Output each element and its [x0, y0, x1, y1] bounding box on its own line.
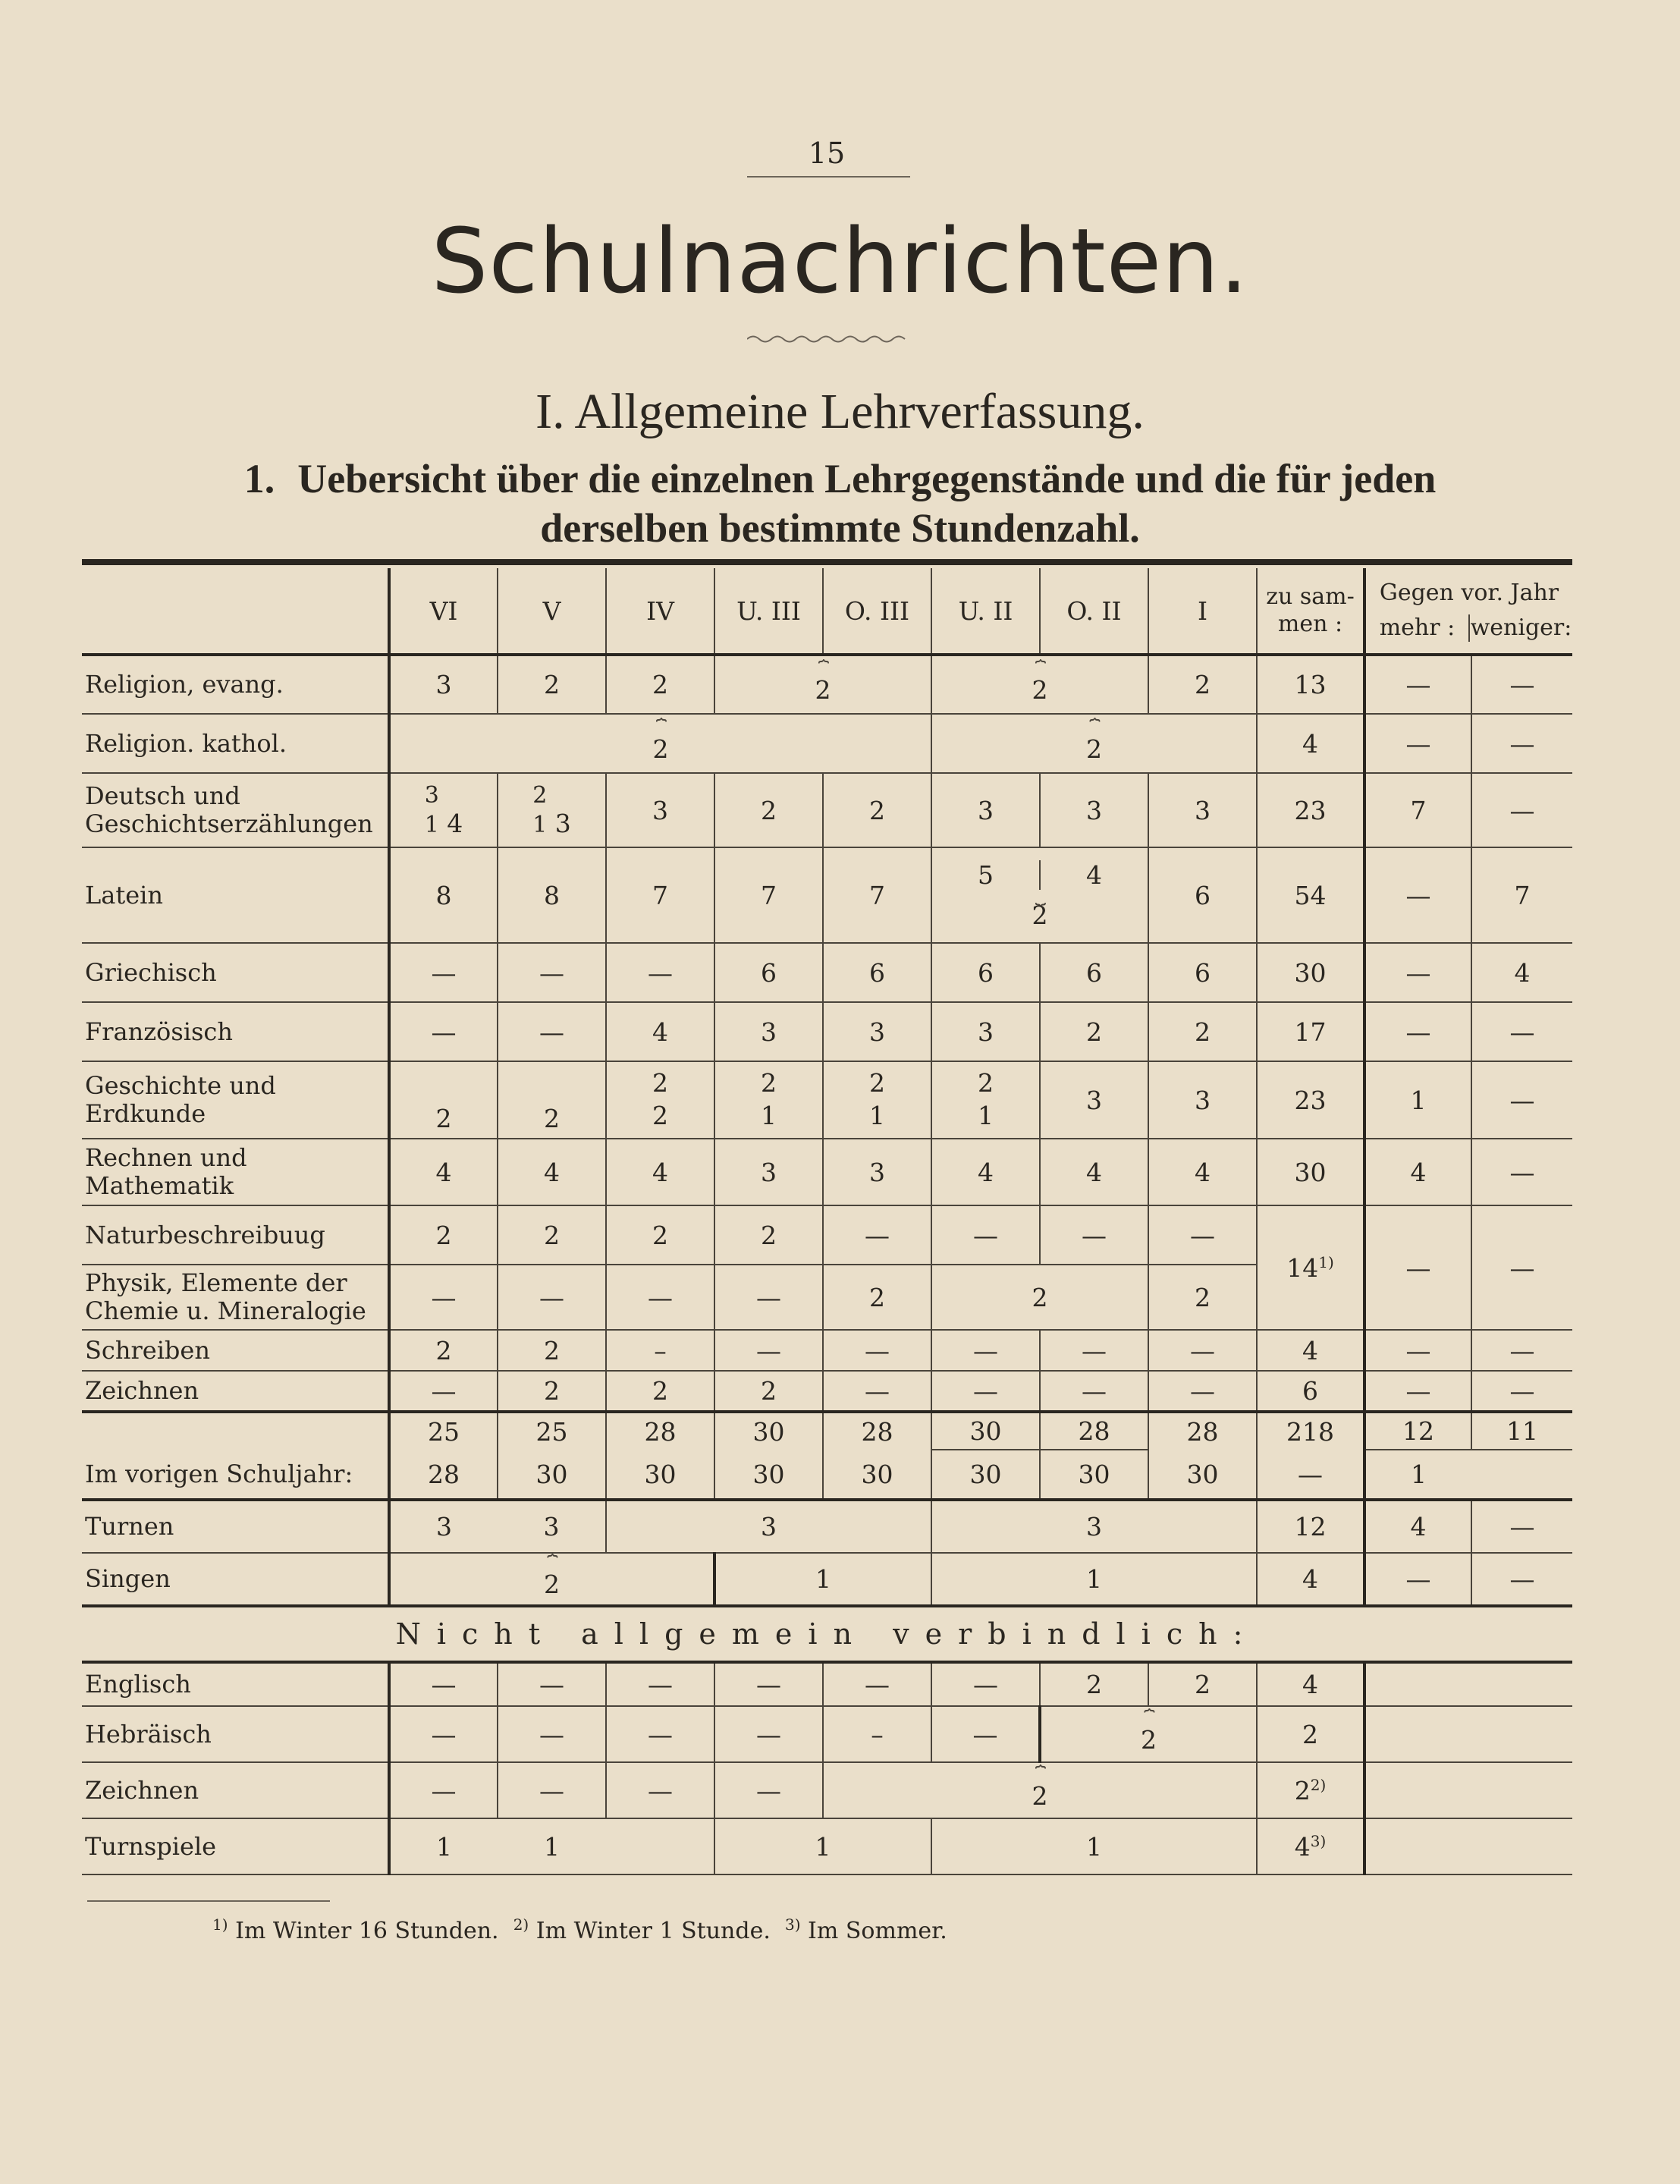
row-turnen [82, 1500, 1572, 1553]
cell: 1 [389, 1818, 498, 1874]
cell: 3 [1148, 1061, 1257, 1139]
cell: 2 [1040, 1002, 1148, 1061]
cell-mehr: — [1364, 1205, 1471, 1330]
cell: – [606, 1330, 714, 1371]
cell-total: 23 [1257, 1061, 1364, 1139]
label: Naturbeschreibuug [85, 1220, 325, 1249]
cell: 1 [544, 1831, 560, 1862]
cell: 3 [823, 1139, 931, 1205]
label: Latein [85, 880, 163, 910]
page-number: 15 [808, 137, 846, 170]
cell: — [498, 1662, 606, 1706]
cell-total: 4$^{3)}$ [1257, 1818, 1364, 1874]
label-blank [82, 1412, 389, 1450]
cell-merged: ⏞ 2 [389, 1553, 714, 1606]
cell: — [931, 1371, 1040, 1412]
cell: — [498, 943, 606, 1002]
cell: 4 [389, 1139, 498, 1205]
brace-icon: ⏞ [547, 1553, 557, 1575]
cell: 28 [823, 1412, 931, 1450]
cell-mehr: 4 [1364, 1139, 1471, 1205]
cell: 30 [1040, 1450, 1148, 1500]
header-u2: U. II [931, 568, 1040, 655]
cell: — [606, 1662, 714, 1706]
cell: 2 [389, 1061, 498, 1139]
cell-mehr: — [1364, 943, 1471, 1002]
label: Physik, Elemente der Chemie u. Mineralogie [85, 1268, 366, 1325]
row-religion-kathol [82, 714, 1572, 773]
header-v: V [498, 568, 606, 655]
cell: 2 [1148, 1265, 1257, 1330]
cell: 6 [1148, 943, 1257, 1002]
brace-icon: ⏟ [1035, 884, 1045, 906]
cell: 3 [1040, 1061, 1148, 1139]
label: Rechnen und Mathematik [85, 1143, 247, 1200]
cell: 25 [389, 1412, 498, 1450]
footnotes: $^{1)}$ Im Winter 16 Stunden. $^{2)}$ Im Winter 1 Stunde. $^{3)}$ Im Sommer. [212, 1915, 947, 1944]
cell: 4 [1040, 1139, 1148, 1205]
cell: 2 [1040, 1662, 1148, 1706]
cell-mehr: 1 [1364, 1061, 1471, 1139]
cell-mehr: — [1364, 1002, 1471, 1061]
cell: — [389, 1662, 498, 1706]
cell-mehr: — [1364, 1553, 1471, 1606]
cell-merged: ⏞ 2 [931, 655, 1148, 714]
cell-weniger: 7 [1471, 847, 1572, 943]
cell: 30 [931, 1450, 1040, 1500]
label: Griechisch [85, 957, 217, 987]
cell: — [1040, 1330, 1148, 1371]
cell-merged: 3 [606, 1500, 931, 1553]
cell-weniger: — [1471, 1205, 1572, 1330]
cell: 2 [389, 1330, 498, 1371]
row-schreiben [82, 1330, 1572, 1371]
cell-merged: ⏞ 2 [931, 714, 1257, 773]
brace-icon: ⏞ [655, 718, 666, 740]
label: Zeichnen [85, 1775, 199, 1805]
title-ornament [747, 334, 910, 344]
cell-total: 4 [1257, 1553, 1364, 1606]
cell: — [389, 1706, 498, 1762]
cell: 6 [1040, 943, 1148, 1002]
cell: 2 [823, 1265, 931, 1330]
label: Deutsch und Geschichtserzählungen [85, 781, 373, 838]
cell-weniger: — [1471, 1553, 1572, 1606]
cell: 3 1 4 [389, 773, 498, 847]
cell-total: 13 [1257, 655, 1364, 714]
cell-mehr: — [1364, 1330, 1471, 1371]
cell: 2 [498, 1371, 606, 1412]
cell-weniger: — [1471, 1139, 1572, 1205]
cell: — [714, 1330, 823, 1371]
cell-mehr: — [1364, 1371, 1471, 1412]
header-o3: O. III [823, 568, 931, 655]
cell: — [931, 1662, 1040, 1706]
cell-merged: 1 [931, 1818, 1257, 1874]
cell-merged: 1 [714, 1818, 931, 1874]
cell: 2 [498, 1205, 606, 1265]
row-hebraeisch [82, 1706, 1572, 1762]
header-gegen: Gegen vor. Jahr [1379, 580, 1559, 606]
cell: — [1040, 1205, 1148, 1265]
label: Hebräisch [85, 1719, 212, 1749]
cell: — [389, 943, 498, 1002]
cell-total: 6 [1257, 1371, 1364, 1412]
cell-total-combined: 14$^{1)}$ [1257, 1205, 1364, 1330]
cell: — [714, 1265, 823, 1330]
row-englisch [82, 1662, 1572, 1706]
footnote-2: Im Winter 1 Stunde. [535, 1918, 771, 1944]
cell: 4 [498, 1139, 606, 1205]
cell: — [498, 1762, 606, 1818]
cell: 6 [931, 943, 1040, 1002]
cell: 30 [931, 1412, 1040, 1450]
cell: — [389, 1371, 498, 1412]
row-zeichnen [82, 1371, 1572, 1412]
cell-total: 23 [1257, 773, 1364, 847]
row-griechisch [82, 943, 1572, 1002]
cell-merged: ⏞ 2 [1040, 1706, 1257, 1762]
row-summe [82, 1412, 1572, 1450]
footnote-3: Im Sommer. [808, 1918, 947, 1944]
subtitle-text-1: Uebersicht über die einzelnen Lehrgegenstände und die für jeden [297, 456, 1437, 501]
cell: 3 [389, 655, 498, 714]
cell: 2 [389, 1205, 498, 1265]
cell: — [823, 1205, 931, 1265]
row-latein [82, 847, 1572, 943]
cell: 3 [714, 1002, 823, 1061]
cell-total: — [1257, 1450, 1364, 1500]
cell: 2 1 [931, 1061, 1040, 1139]
row-vorjahr [82, 1450, 1572, 1500]
cell: 2 2 [606, 1061, 714, 1139]
header-gegen-vorjahr [1364, 568, 1572, 655]
cell: 2 [1148, 1002, 1257, 1061]
cell: — [714, 1706, 823, 1762]
cell: 2 1 3 [498, 773, 606, 847]
cell-weniger: — [1471, 1330, 1572, 1371]
cell: 2 [606, 1371, 714, 1412]
cell: — [1148, 1371, 1257, 1412]
cell-weniger: — [1471, 773, 1572, 847]
cell: 30 [823, 1450, 931, 1500]
cell: — [931, 1205, 1040, 1265]
cell-total: 17 [1257, 1002, 1364, 1061]
cell: 2 [498, 655, 606, 714]
cell-empty [606, 1818, 714, 1874]
cell: 2 1 [823, 1061, 931, 1139]
cell-mehr: 4 [1364, 1500, 1471, 1553]
header-u3: U. III [714, 568, 823, 655]
cell: 6 [714, 943, 823, 1002]
label: Französisch [85, 1017, 233, 1046]
cell: — [823, 1371, 931, 1412]
cell: 4 [931, 1139, 1040, 1205]
cell-mehr: 12 [1364, 1412, 1471, 1450]
brace-icon: ⏞ [1144, 1708, 1154, 1730]
cell: — [1040, 1371, 1148, 1412]
label: Zeichnen [85, 1376, 199, 1406]
cell: – [823, 1706, 931, 1762]
cell: — [714, 1662, 823, 1706]
cell: 7 [823, 847, 931, 943]
header-vi: VI [389, 568, 498, 655]
cell-mehr: — [1364, 847, 1471, 943]
cell: 7 [606, 847, 714, 943]
cell-total: 54 [1257, 847, 1364, 943]
label: Singen [85, 1564, 171, 1594]
cell: 25 [498, 1412, 606, 1450]
row-naturbeschreibung [82, 1205, 1572, 1265]
cell: 28 [1040, 1412, 1148, 1450]
header-mehr: mehr : [1379, 614, 1455, 641]
cell: 30 [498, 1450, 606, 1500]
cell-weniger: 4 [1471, 943, 1572, 1002]
cell: — [498, 1706, 606, 1762]
cell-empty [1471, 1450, 1572, 1500]
label: Im vorigen Schuljahr: [85, 1459, 353, 1488]
cell-weniger: — [1471, 1500, 1572, 1553]
cell: 4 [606, 1139, 714, 1205]
cell: 3 [1148, 773, 1257, 847]
cell: 30 [714, 1450, 823, 1500]
subtitle-number: 1. [243, 456, 275, 501]
nicht-allgemein-heading: Nicht allgemein verbindlich: [395, 1617, 1259, 1651]
lesson-table [82, 568, 1572, 1875]
table-top-rule [82, 559, 1572, 565]
cell: 4 [606, 1002, 714, 1061]
brace-icon: ⏞ [1035, 658, 1045, 680]
cell-merged: 2 [931, 1265, 1148, 1330]
header-row [82, 568, 1572, 655]
cell: — [606, 1265, 714, 1330]
cell-empty [1364, 1818, 1572, 1874]
cell-total: 30 [1257, 943, 1364, 1002]
cell-weniger: — [1471, 1061, 1572, 1139]
cell-weniger: — [1471, 714, 1572, 773]
footnote-rule [87, 1900, 330, 1902]
cell-total: 4 [1257, 714, 1364, 773]
brace-icon: ⏞ [1089, 718, 1099, 740]
cell: 3 [823, 1002, 931, 1061]
cell: 7 [714, 847, 823, 943]
row-deutsch [82, 773, 1572, 847]
cell: 4 [1148, 1139, 1257, 1205]
header-weniger: weniger: [1468, 614, 1572, 642]
row-franzoesisch [82, 1002, 1572, 1061]
cell: 2 1 [714, 1061, 823, 1139]
cell: — [606, 943, 714, 1002]
row-nicht-allgemein [82, 1606, 1572, 1662]
label: Religion, evang. [85, 670, 284, 699]
row-geschichte [82, 1061, 1572, 1139]
cell-merged: ⏞ 2 [714, 655, 931, 714]
label: Schreiben [85, 1335, 210, 1365]
label: Religion. kathol. [85, 728, 287, 758]
cell: — [931, 1330, 1040, 1371]
cell: 30 [606, 1450, 714, 1500]
cell: — [1148, 1205, 1257, 1265]
cell-total: 4 [1257, 1330, 1364, 1371]
lesson-table-wrapper [82, 559, 1572, 1875]
cell-merged: 5 4 ⏟ 2 [931, 847, 1148, 943]
cell: — [1148, 1330, 1257, 1371]
cell: 2 [498, 1330, 606, 1371]
header-iv: IV [606, 568, 714, 655]
cell: — [714, 1762, 823, 1818]
cell-merged: 1 [931, 1553, 1257, 1606]
cell-total: 4 [1257, 1662, 1364, 1706]
cell: — [823, 1330, 931, 1371]
label: Englisch [85, 1670, 191, 1699]
cell: 3 [1040, 773, 1148, 847]
cell: 28 [1148, 1412, 1257, 1450]
cell: — [389, 1762, 498, 1818]
cell: 28 [389, 1450, 498, 1500]
cell: 2 [714, 1205, 823, 1265]
header-o2: O. II [1040, 568, 1148, 655]
cell: — [389, 1002, 498, 1061]
cell: 2 [606, 655, 714, 714]
cell: 3 [931, 1002, 1040, 1061]
cell: — [606, 1762, 714, 1818]
cell: — [498, 1002, 606, 1061]
cell: 6 [1148, 847, 1257, 943]
cell-empty [1364, 1706, 1572, 1762]
cell-total: 2 [1257, 1706, 1364, 1762]
page-number-rule [747, 176, 910, 178]
header-zusammen: zu sam- men : [1257, 568, 1364, 655]
cell-mehr: 7 [1364, 773, 1471, 847]
cell-total: 2$^{2)}$ [1257, 1762, 1364, 1818]
cell-merged: ⏞ 2 [823, 1762, 1257, 1818]
cell: 3 [606, 773, 714, 847]
header-blank [82, 568, 389, 655]
cell: 6 [823, 943, 931, 1002]
row-rechnen [82, 1139, 1572, 1205]
cell: 8 [389, 847, 498, 943]
cell: 3 [931, 773, 1040, 847]
cell-merged: 1 [714, 1553, 931, 1606]
row-turnspiele [82, 1818, 1572, 1874]
brace-icon: ⏞ [818, 658, 828, 680]
cell-merged: 3 [931, 1500, 1257, 1553]
cell: 8 [498, 847, 606, 943]
cell: 2 [1148, 655, 1257, 714]
cell: 30 [714, 1412, 823, 1450]
cell: — [606, 1706, 714, 1762]
label: Turnen [85, 1512, 174, 1541]
cell-total: 30 [1257, 1139, 1364, 1205]
cell: 2 [714, 1371, 823, 1412]
cell-weniger: — [1471, 655, 1572, 714]
cell-weniger: — [1471, 1371, 1572, 1412]
cell-diff: 1 [1364, 1450, 1471, 1500]
cell: 2 [606, 1205, 714, 1265]
row-singen [82, 1553, 1572, 1606]
cell: 30 [1148, 1450, 1257, 1500]
cell: 3 [389, 1500, 498, 1553]
cell-total: 12 [1257, 1500, 1364, 1553]
cell-total: 218 [1257, 1412, 1364, 1450]
cell: 28 [606, 1412, 714, 1450]
cell-empty [1364, 1662, 1572, 1706]
label: Geschichte und Erdkunde [85, 1071, 276, 1128]
row-religion-evang [82, 655, 1572, 714]
cell-merged: ⏞ 2 [389, 714, 931, 773]
cell: 2 [498, 1061, 606, 1139]
cell: — [931, 1706, 1040, 1762]
label: Turnspiele [85, 1831, 217, 1861]
footnote-1: Im Winter 16 Stunden. [235, 1918, 499, 1944]
section-title: I. Allgemeine Lehrverfassung. [535, 384, 1145, 439]
cell: — [498, 1265, 606, 1330]
cell-weniger: — [1471, 1002, 1572, 1061]
cell: 2 [823, 773, 931, 847]
cell: 2 [1148, 1662, 1257, 1706]
cell-mehr: — [1364, 655, 1471, 714]
cell: — [389, 1265, 498, 1330]
cell: 2 [714, 773, 823, 847]
subtitle-line-2: derselben bestimmte Stundenzahl. [540, 505, 1140, 551]
main-title: Schulnachrichten. [431, 209, 1249, 313]
brace-icon: ⏞ [1035, 1764, 1045, 1786]
subtitle-line-1 [0, 455, 1680, 502]
cell: — [823, 1662, 931, 1706]
cell: 3 [543, 1512, 560, 1541]
cell-weniger: 11 [1471, 1412, 1572, 1450]
row-zeichnen-optional [82, 1762, 1572, 1818]
cell-mehr: — [1364, 714, 1471, 773]
cell: 3 [714, 1139, 823, 1205]
header-i: I [1148, 568, 1257, 655]
cell-empty [1364, 1762, 1572, 1818]
